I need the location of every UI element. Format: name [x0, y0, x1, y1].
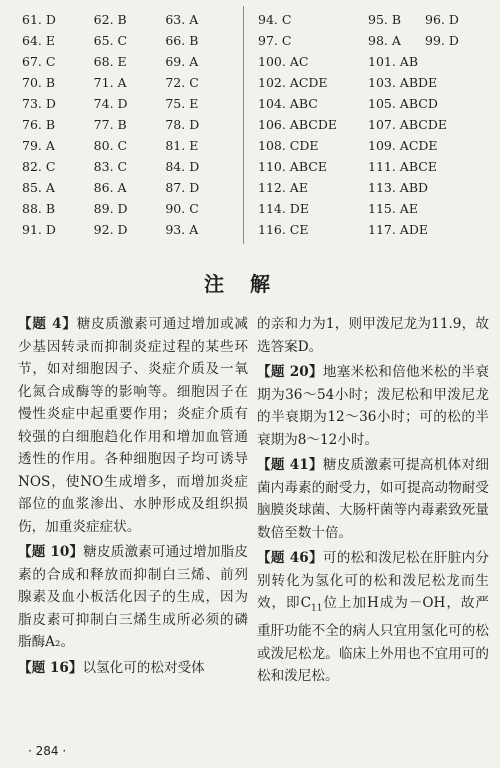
- answer-row: [258, 135, 498, 156]
- note-tag: 【题 20】: [257, 364, 323, 380]
- answer-item: 102. ACDE: [258, 75, 328, 90]
- note-q16-continued: [257, 313, 489, 358]
- answer-row: [22, 30, 237, 51]
- answer-item: 113. ABD: [368, 180, 429, 195]
- answer-row: [258, 198, 498, 219]
- note-text: 可的松和泼尼松在肝脏内分别转化为氢化可的松和泼尼松龙而生效，即C: [257, 550, 490, 611]
- section-heading: 注解: [204, 272, 296, 296]
- answer-item: 95. B: [368, 12, 402, 27]
- answer-item: 71. A: [93, 75, 127, 90]
- column-divider: [243, 6, 244, 244]
- note-text: 糖皮质激素可提高机体对细菌内毒素的耐受力，如可提高动物耐受脑膜炎球菌、大肠杆菌等内毒素致死量数倍至数十倍。: [257, 457, 490, 541]
- answer-item: 73. D: [22, 96, 56, 111]
- note-text: 地塞米松和倍他米松的半衰期为36～54小时；泼尼松和甲泼尼龙的半衰期为12～36小时；可的松的半衰期为8～12小时。: [257, 364, 490, 448]
- answer-item: 99. D: [425, 33, 459, 48]
- answer-item: 116. CE: [258, 222, 309, 237]
- answer-item: 89. D: [93, 201, 128, 216]
- notes-column-left: [18, 313, 248, 682]
- answer-item: 74. D: [93, 96, 128, 111]
- note-text: 的亲和力为1，则甲泼尼龙为11.9，故选答案D。: [257, 316, 489, 355]
- answer-item: 104. ABC: [258, 96, 318, 111]
- answer-row: [258, 219, 498, 240]
- answer-item: 81. E: [165, 138, 199, 153]
- answer-item: 86. A: [93, 180, 127, 195]
- answer-item: 68. E: [93, 54, 127, 69]
- answer-row: [22, 219, 237, 240]
- note-q41: [257, 454, 489, 544]
- answer-row: [258, 114, 498, 135]
- answer-row: [258, 93, 498, 114]
- answer-item: 85. A: [22, 180, 55, 195]
- answer-item: 117. ADE: [368, 222, 428, 237]
- answer-item: 96. D: [425, 12, 459, 27]
- answer-row: [258, 51, 498, 72]
- answer-item: 105. ABCD: [368, 96, 438, 111]
- answer-item: 64. E: [22, 33, 55, 48]
- answer-item: 109. ACDE: [368, 138, 438, 153]
- answer-item: 107. ABCDE: [368, 117, 447, 132]
- answer-item: 84. D: [165, 159, 200, 174]
- note-text: 糖皮质激素可通过增加脂皮素的合成和释放而抑制白三烯、前列腺素及血小板活化因子的生成，因为脂皮素可抑制白三烯生成所必须的磷脂酶A₂。: [18, 544, 249, 650]
- answer-item: 92. D: [93, 222, 128, 237]
- answer-row: [22, 177, 237, 198]
- answer-item: 97. C: [258, 33, 292, 48]
- note-tag: 【题 41】: [257, 457, 323, 473]
- answer-item: 110. ABCE: [258, 159, 327, 174]
- answer-item: 77. B: [93, 117, 127, 132]
- note-text: 位上加H成为－OH，故严重肝功能不全的病人只宜用氢化可的松或泼尼松龙。临床上外用也不宜用可的松和泼尼松。: [257, 595, 490, 685]
- answer-item: 101. AB: [368, 54, 419, 69]
- note-text: 以氢化可的松对受体: [82, 659, 205, 676]
- answer-item: 114. DE: [258, 201, 309, 216]
- answer-item: 78. D: [165, 117, 200, 132]
- note-q16: [18, 657, 248, 680]
- answer-item: 63. A: [165, 12, 199, 27]
- answer-item: 108. CDE: [258, 138, 319, 153]
- answer-item: 66. B: [165, 33, 199, 48]
- answer-item: 111. ABCE: [368, 159, 437, 174]
- answer-item: 61. D: [22, 12, 56, 27]
- answer-row: [258, 72, 498, 93]
- answer-row: [258, 177, 498, 198]
- answer-row: [22, 9, 237, 30]
- answer-item: 106. ABCDE: [258, 117, 337, 132]
- note-tag: 【题 46】: [257, 550, 323, 566]
- note-q20: [257, 361, 489, 451]
- note-tag: 【题 10】: [18, 544, 84, 560]
- answer-key-right: [258, 9, 498, 240]
- note-q46: [257, 547, 489, 688]
- notes-column-right: [257, 313, 489, 691]
- answer-item: 90. C: [165, 201, 199, 216]
- answer-row: [22, 156, 237, 177]
- note-text: 糖皮质激素可通过增加或减少基因转录而抑制炎症过程的某些环节，如对细胞因子、炎症介质及一氧化氮合成酶等的影响等。细胞因子在慢性炎症中起重要作用；炎症介质有较强的白细胞趋化作用和增加血管通透性的作用。各种细胞因子均可诱导NOS，使NO生成增多，而增加炎症部位的血浆渗出、水肿形成及组织损伤，加重炎症症状。: [18, 316, 249, 535]
- answer-item: 69. A: [165, 54, 199, 69]
- answer-item: 80. C: [93, 138, 128, 153]
- note-q4: [18, 313, 248, 538]
- answer-item: 115. AE: [368, 201, 418, 216]
- answer-item: 65. C: [93, 33, 128, 48]
- answer-item: 79. A: [22, 138, 55, 153]
- page-number: · 284 ·: [28, 744, 67, 758]
- answer-row: [22, 135, 237, 156]
- note-tag: 【题 16】: [18, 659, 83, 676]
- answer-item: 67. C: [22, 54, 56, 69]
- answer-row: [22, 72, 237, 93]
- answer-row: [22, 51, 237, 72]
- answer-item: 62. B: [93, 12, 127, 27]
- answer-item: 112. AE: [258, 180, 308, 195]
- answer-item: 93. A: [165, 222, 199, 237]
- answer-item: 87. D: [165, 180, 200, 195]
- answer-row: [258, 9, 498, 30]
- answer-item: 75. E: [165, 96, 199, 111]
- answer-row: [22, 114, 237, 135]
- answer-item: 98. A: [368, 33, 401, 48]
- answer-item: 70. B: [22, 75, 56, 90]
- answer-item: 94. C: [258, 12, 292, 27]
- answer-item: 83. C: [93, 159, 128, 174]
- answer-item: 82. C: [22, 159, 56, 174]
- answer-item: 91. D: [22, 222, 56, 237]
- note-q10: [18, 541, 248, 654]
- answer-row: [258, 30, 498, 51]
- answer-item: 72. C: [165, 75, 199, 90]
- note-subscript: 11: [311, 603, 323, 614]
- answer-item: 103. ABDE: [368, 75, 438, 90]
- answer-row: [258, 156, 498, 177]
- answer-row: [22, 93, 237, 114]
- answer-item: 88. B: [22, 201, 56, 216]
- note-tag: 【题 4】: [18, 316, 77, 332]
- answer-item: 76. B: [22, 117, 56, 132]
- answer-row: [22, 198, 237, 219]
- answer-key-left: [22, 9, 237, 240]
- answer-item: 100. AC: [258, 54, 309, 69]
